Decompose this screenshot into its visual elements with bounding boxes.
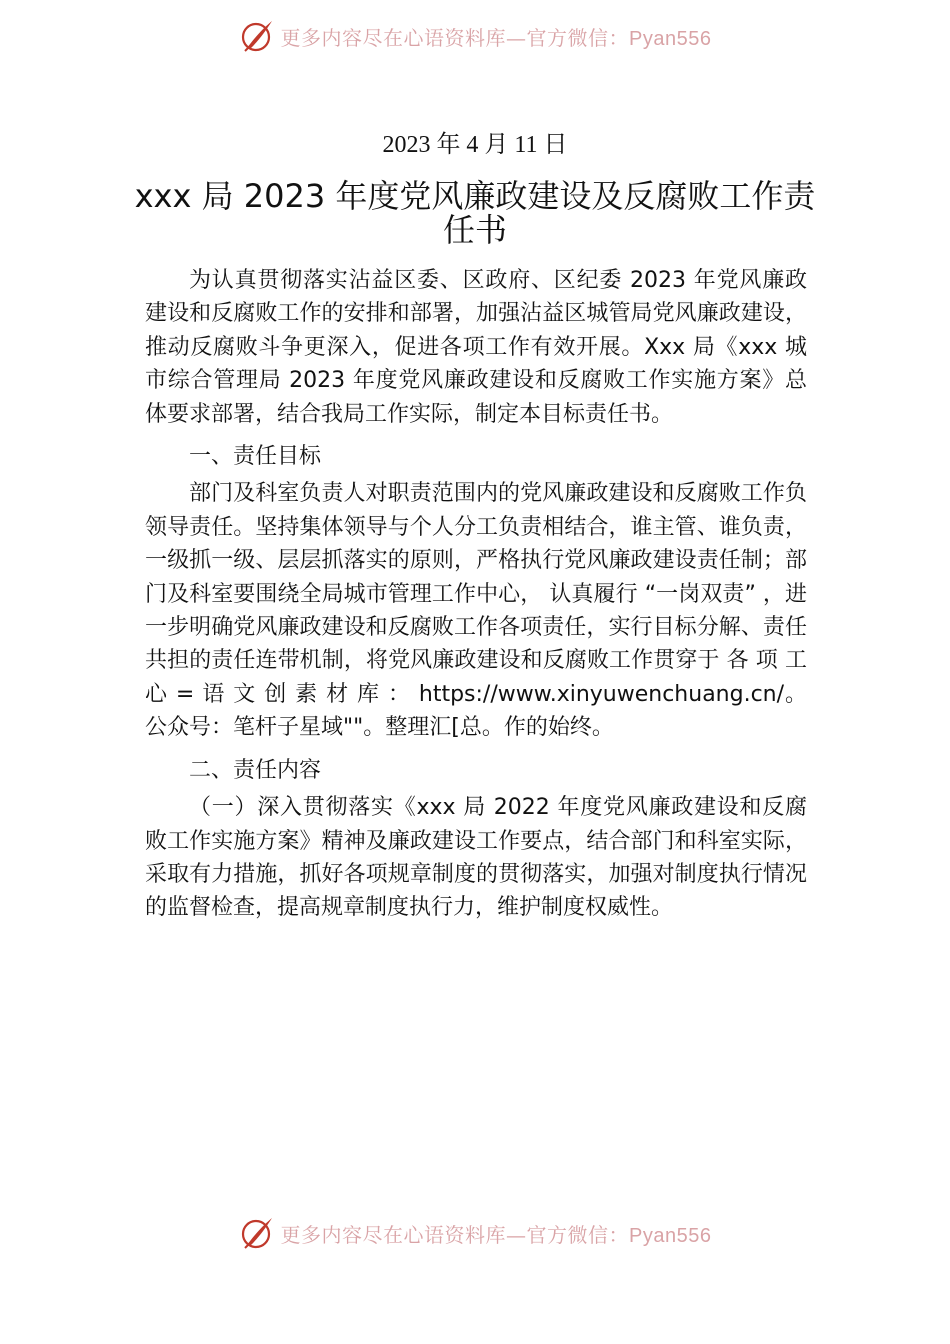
document-title: xxx 局 2023 年度党风廉政建设及反腐败工作责任书 [134,177,816,250]
quill-logo-icon [239,1215,275,1251]
wechat-id: Pyan556 [629,1224,712,1247]
section-heading-goals: 一、责任目标 [189,444,322,470]
header-banner [0,16,950,56]
section-heading-content: 二、责任内容 [189,757,322,783]
quill-logo-icon [239,18,275,54]
banner-text: 更多内容尽在心语资料库—官方微信：Pyan556 [280,1222,712,1247]
paragraph-content-1: （一）深入贯彻落实《xxx 局 2022 年度党风廉政建设和反腐败工作实施方案》精神及廉政建设工作要点，结合部门和科室实际，采取有力措施，抓好各项规章制度的贯彻落实，加强对制度执行情况的监督检查，提高规章制度执行力，维护制度权威性。 [145,795,807,921]
paragraph-goals: 部门及科室负责人对职责范围内的党风廉政建设和反腐败工作负领导责任。坚持集体领导与个人分工负责相结合，谁主管、谁负责，一级抓一级、层层抓落实的原则，严格执行党风廉政建设责任制；部门及科室要围绕全局城市管理工作中心， 认真履行 “一岗双责” ，进一步明确党风廉政建设和反腐败工作各项责任，实行目标分解、责任共担的责任连带机制，将党风廉政建设和反腐败工作贯穿于 各 项 工 心 = 语 文 创 素 材 库 ： https://www.xinyuwenchuang.cn/。公众号：笔杆子星域""。整理汇[总。作的始终。 [145,481,807,741]
document-date: 2023 年 4 月 11 日 [382,132,568,158]
document-body [145,264,807,925]
wechat-id: Pyan556 [629,27,712,50]
paragraph-intro: 为认真贯彻落实沾益区委、区政府、区纪委 2023 年党风廉政建设和反腐败工作的安排和部署，加强沾益区城管局党风廉政建设，推动反腐败斗争更深入，促进各项工作有效开展。Xxx 局《xxx 城市综合管理局 2023 年度党风廉政建设和反腐败工作实施方案》总体要求部署，结合我局工作实际，制定本目标责任书。 [145,268,807,427]
footer-banner [0,1213,950,1253]
banner-text: 更多内容尽在心语资料库—官方微信：Pyan556 [280,25,712,50]
